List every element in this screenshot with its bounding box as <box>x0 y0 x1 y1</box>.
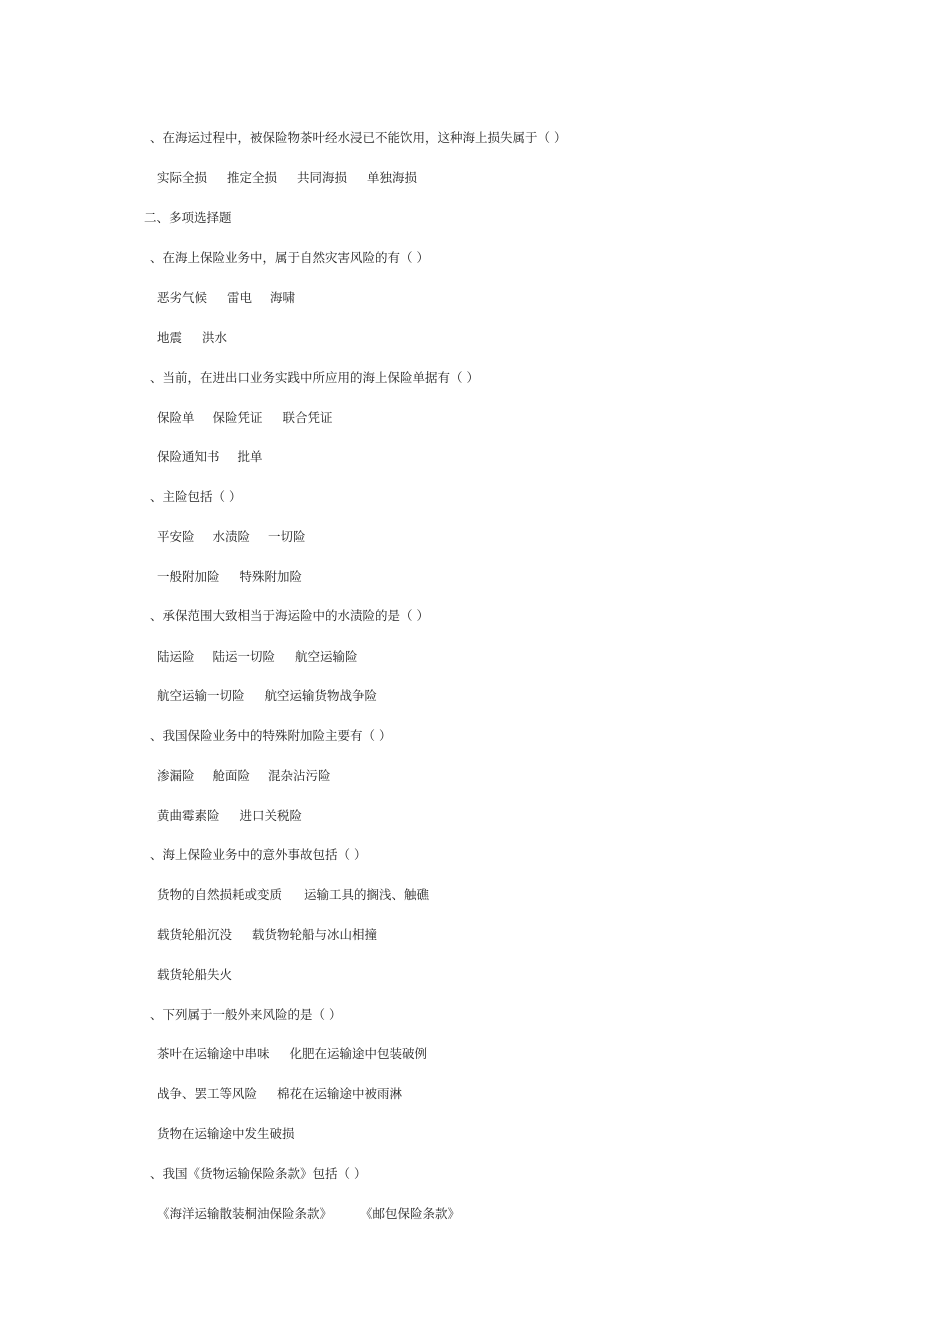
question-7 <box>150 847 366 863</box>
option: 推定全损 <box>227 170 278 185</box>
option: 一般附加险 <box>157 569 220 584</box>
option: 进口关税险 <box>239 808 303 823</box>
question-8-options-a <box>157 1046 427 1062</box>
option: 平安险 <box>157 529 195 544</box>
option: 保险单 <box>157 410 195 425</box>
option: 《海洋运输散装桐油保险条款》 <box>157 1206 333 1221</box>
option: 陆运险 <box>157 649 195 664</box>
question-3-options-b <box>157 449 263 465</box>
section-heading <box>144 210 232 226</box>
question-1 <box>150 130 566 146</box>
option: 载货物轮船与冰山相撞 <box>252 927 378 942</box>
question-4-options-a <box>157 529 306 545</box>
question-3 <box>150 370 479 386</box>
option: 洪水 <box>202 330 228 345</box>
question-text: 、在海运过程中，被保险物茶叶经水浸已不能饮用，这种海上损失属于（ ） <box>150 130 567 145</box>
option: 舱面险 <box>212 768 251 783</box>
question-5-options-a <box>157 649 358 665</box>
question-4 <box>150 489 241 505</box>
question-5-options-b <box>157 688 377 704</box>
option: 混杂沾污险 <box>268 768 331 783</box>
question-text: 、承保范围大致相当于海运险中的水渍险的是（ ） <box>150 608 429 623</box>
option: 茶叶在运输途中串味 <box>157 1046 270 1061</box>
question-2 <box>150 250 429 266</box>
option: 共同海损 <box>297 170 348 185</box>
option: 恶劣气候 <box>157 290 208 305</box>
option: 陆运一切险 <box>212 649 276 664</box>
question-3-options-a <box>157 410 333 426</box>
question-text: 、我国《货物运输保险条款》包括（ ） <box>150 1166 367 1181</box>
question-text: 、海上保险业务中的意外事故包括（ ） <box>150 847 367 862</box>
question-4-options-b <box>157 569 302 585</box>
question-text: 、在海上保险业务中，属于自然灾害风险的有（ ） <box>150 250 429 265</box>
question-8 <box>150 1007 341 1023</box>
option: 棉花在运输途中被雨淋 <box>277 1086 403 1101</box>
question-text: 、当前，在进出口业务实践中所应用的海上保险单据有（ ） <box>150 370 479 385</box>
option: 单独海损 <box>367 170 418 185</box>
option: 海啸 <box>270 290 296 305</box>
option: 《邮包保险条款》 <box>360 1206 461 1221</box>
section-title: 二、多项选择题 <box>144 210 232 225</box>
option: 货物的自然损耗或变质 <box>157 887 283 902</box>
option: 运输工具的搁浅、触礁 <box>304 887 430 902</box>
question-6-options-a <box>157 768 331 784</box>
option: 化肥在运输途中包装破例 <box>289 1046 428 1061</box>
option: 批单 <box>237 449 263 464</box>
question-2-options-b <box>157 330 227 346</box>
option: 载货轮船失火 <box>157 967 233 982</box>
question-7-options-b <box>157 927 377 943</box>
option: 雷电 <box>227 290 253 305</box>
option: 地震 <box>157 330 183 345</box>
option: 特殊附加险 <box>239 569 303 584</box>
question-9 <box>150 1166 366 1182</box>
option: 水渍险 <box>212 529 251 544</box>
question-8-options-c <box>157 1126 295 1142</box>
option: 保险通知书 <box>157 449 220 464</box>
question-text: 、主险包括（ ） <box>150 489 242 504</box>
option: 航空运输一切险 <box>157 688 245 703</box>
question-6 <box>150 728 391 744</box>
question-6-options-b <box>157 808 302 824</box>
option: 航空运输险 <box>295 649 358 664</box>
question-5 <box>150 608 429 624</box>
question-8-options-b <box>157 1086 402 1102</box>
question-1-options <box>157 170 417 186</box>
option: 渗漏险 <box>157 768 195 783</box>
question-text: 、我国保险业务中的特殊附加险主要有（ ） <box>150 728 392 743</box>
option: 联合凭证 <box>282 410 333 425</box>
question-7-options-c <box>157 967 232 983</box>
option: 黄曲霉素险 <box>157 808 220 823</box>
option: 保险凭证 <box>212 410 263 425</box>
question-text: 、下列属于一般外来风险的是（ ） <box>150 1007 342 1022</box>
question-2-options-a <box>157 290 295 306</box>
option: 载货轮船沉没 <box>157 927 233 942</box>
option: 实际全损 <box>157 170 208 185</box>
question-7-options-a <box>157 887 429 903</box>
option: 战争、罢工等风险 <box>157 1086 258 1101</box>
option: 一切险 <box>268 529 306 544</box>
question-9-options-a <box>157 1206 460 1222</box>
option: 货物在运输途中发生破损 <box>157 1126 295 1141</box>
option: 航空运输货物战争险 <box>264 688 378 703</box>
